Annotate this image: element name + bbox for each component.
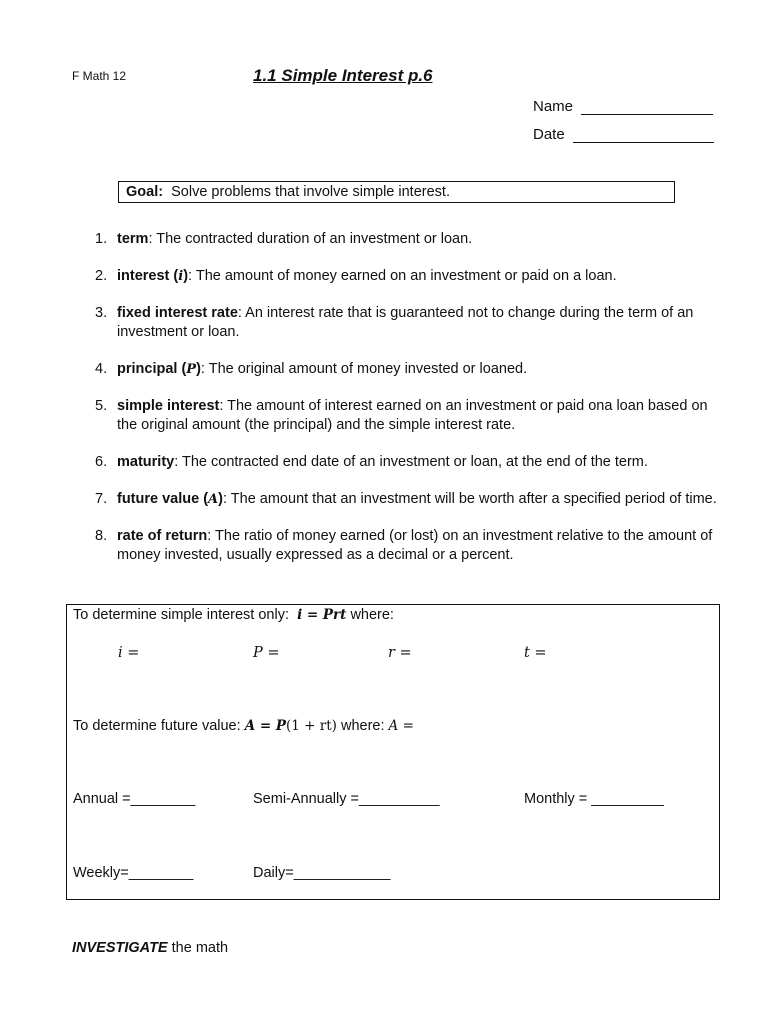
- list-item: [88, 527, 720, 565]
- item-text: : The original amount of money invested or loaned.: [200, 361, 528, 377]
- daily-field[interactable]: Daily=____________: [253, 865, 391, 881]
- item-number: 3.: [95, 305, 108, 321]
- var-t: t =: [524, 645, 547, 661]
- future-formula-lhs: A = P: [244, 718, 287, 734]
- page-title: 1.1 Simple Interest p.6: [253, 66, 433, 85]
- item-text: : The contracted end date of an investment or loan, at the end of the term.: [174, 454, 648, 470]
- definitions-list: [88, 230, 720, 583]
- weekly-field[interactable]: Weekly=________: [73, 865, 194, 881]
- investigate-rest: the math: [167, 940, 229, 956]
- item-term: fixed interest rate: [117, 305, 238, 321]
- simple-interest-line: [73, 607, 394, 623]
- future-intro: To determine future value:: [73, 718, 241, 734]
- item-text: : The contracted duration of an investment or loan.: [148, 231, 473, 247]
- date-blank[interactable]: [573, 128, 714, 143]
- item-term: term: [117, 231, 149, 247]
- list-item: [88, 360, 720, 379]
- item-variable: A: [208, 492, 219, 507]
- item-term-end: ): [196, 361, 201, 377]
- name-blank[interactable]: [581, 100, 713, 115]
- list-item: [88, 304, 720, 342]
- item-number: 1.: [95, 231, 108, 247]
- future-formula-paren: (1 + rt): [286, 718, 337, 734]
- monthly-field[interactable]: Monthly = _________: [524, 791, 664, 807]
- item-term: simple interest: [117, 398, 220, 414]
- item-text: : The amount of money earned on an investment or paid on a loan.: [188, 268, 617, 284]
- item-number: 8.: [95, 528, 108, 544]
- formula-box: [66, 604, 720, 900]
- date-field: [533, 126, 714, 143]
- item-term: interest (: [117, 268, 179, 284]
- item-term: maturity: [117, 454, 175, 470]
- name-label: Name: [533, 98, 574, 115]
- item-number: 7.: [95, 491, 108, 507]
- item-variable: P: [186, 362, 197, 377]
- item-number: 4.: [95, 361, 108, 377]
- list-item: [88, 267, 720, 286]
- item-term-end: ): [218, 491, 223, 507]
- list-item: [88, 490, 720, 509]
- course-label: F Math 12: [72, 69, 127, 83]
- semi-annual-field[interactable]: Semi-Annually =__________: [253, 791, 440, 807]
- item-text: : An interest rate that is guaranteed not to change during the term of an investment or loan.: [117, 305, 694, 340]
- item-text: : The ratio of money earned (or lost) on an investment relative to the amount of money invested, usually expressed as a decimal or a percent.: [117, 528, 713, 563]
- item-number: 6.: [95, 454, 108, 470]
- simple-formula: i = Prt: [297, 607, 347, 623]
- item-number: 5.: [95, 398, 108, 414]
- investigate-heading: [72, 940, 228, 956]
- list-item: [88, 397, 720, 435]
- goal-box: [118, 181, 675, 203]
- list-item: [88, 230, 720, 249]
- future-var: A =: [388, 718, 414, 734]
- item-term-end: ): [183, 268, 189, 284]
- item-text: : The amount that an investment will be worth after a specified period of time.: [222, 491, 717, 507]
- annual-field[interactable]: Annual =________: [73, 791, 196, 807]
- var-p: P =: [253, 645, 280, 661]
- item-term: rate of return: [117, 528, 208, 544]
- future-value-line: [73, 718, 414, 734]
- goal-text: Solve problems that involve simple interest.: [171, 184, 450, 200]
- list-item: [88, 453, 720, 472]
- future-where: where:: [340, 718, 385, 734]
- name-field: [533, 98, 713, 115]
- item-variable: i: [178, 269, 184, 284]
- var-i: i =: [118, 645, 140, 661]
- var-r: r =: [388, 645, 412, 661]
- simple-intro: To determine simple interest only:: [73, 607, 289, 623]
- item-text: : The amount of interest earned on an investment or paid ona loan based on the original amount (the principal) and the simple interest rate.: [117, 398, 708, 433]
- simple-where: where:: [350, 607, 394, 623]
- item-term: future value (: [117, 491, 209, 507]
- investigate-strong: INVESTIGATE: [72, 940, 168, 956]
- date-label: Date: [533, 126, 565, 143]
- goal-label: Goal:: [126, 184, 164, 200]
- item-term: principal (: [117, 361, 187, 377]
- item-number: 2.: [95, 268, 108, 284]
